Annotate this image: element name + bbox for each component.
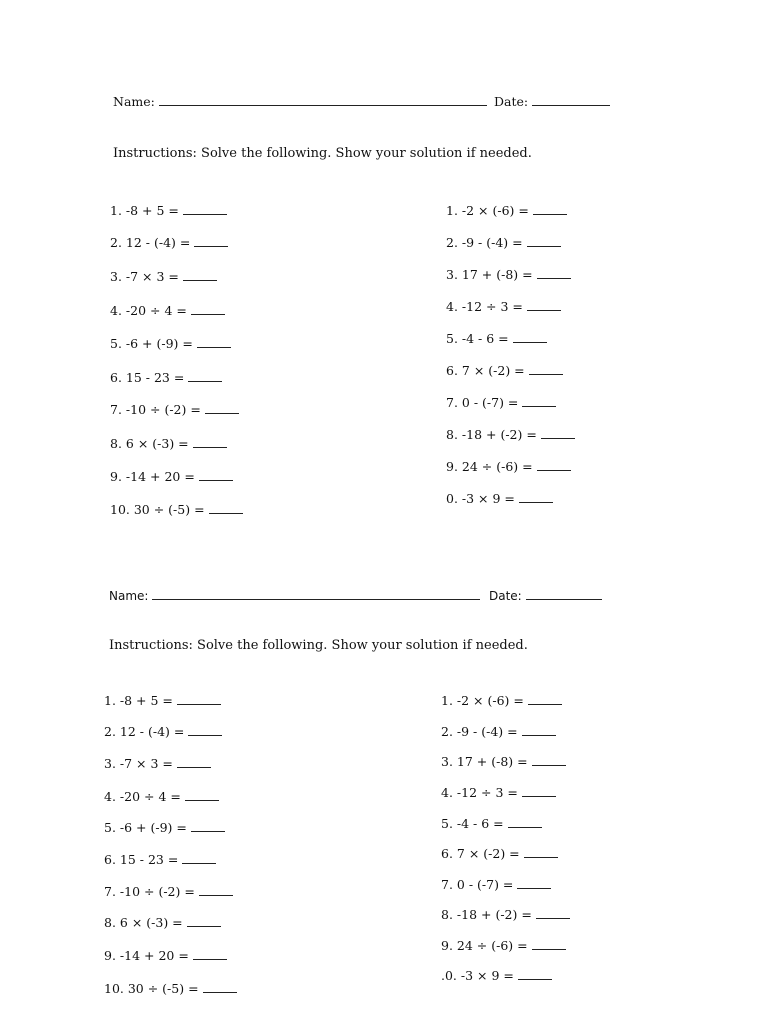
problem-item: 6. 15 - 23 = xyxy=(104,854,216,867)
problem-item: 8. 6 × (-3) = xyxy=(104,917,221,930)
problem-item: 6. 15 - 23 = xyxy=(110,372,222,385)
problem-item: 7. -10 ÷ (-2) = xyxy=(104,886,233,899)
problem-item: 8. 6 × (-3) = xyxy=(110,438,227,451)
problem-item: 1. -2 × (-6) = xyxy=(441,695,562,708)
answer-blank[interactable] xyxy=(199,479,233,481)
answer-blank[interactable] xyxy=(532,764,566,766)
answer-blank[interactable] xyxy=(191,313,225,315)
problem-item: 6. 7 × (-2) = xyxy=(446,365,563,378)
answer-blank[interactable] xyxy=(524,856,558,858)
answer-blank[interactable] xyxy=(183,213,227,215)
problem-item: 3. -7 × 3 = xyxy=(104,758,211,771)
problem-item: 5. -6 + (-9) = xyxy=(104,822,225,835)
answer-blank[interactable] xyxy=(522,795,556,797)
answer-blank[interactable] xyxy=(537,277,571,279)
problem-item: 7. 0 - (-7) = xyxy=(446,397,556,410)
date-label: Date: xyxy=(494,94,529,109)
problem-item: 5. -4 - 6 = xyxy=(446,333,547,346)
problem-item: 10. 30 ÷ (-5) = xyxy=(110,504,243,517)
name-field[interactable] xyxy=(109,590,480,602)
name-blank[interactable] xyxy=(152,598,480,600)
answer-blank[interactable] xyxy=(518,978,552,980)
problem-item: 2. 12 - (-4) = xyxy=(110,237,228,250)
problem-item: 5. -6 + (-9) = xyxy=(110,338,231,351)
problem-item: 4. -12 ÷ 3 = xyxy=(441,787,556,800)
answer-blank[interactable] xyxy=(183,279,217,281)
instructions: Instructions: Solve the following. Show your solution if needed. xyxy=(113,146,532,161)
date-field[interactable] xyxy=(489,590,602,602)
problem-item: 4. -20 ÷ 4 = xyxy=(110,305,225,318)
answer-blank[interactable] xyxy=(205,412,239,414)
problem-item: 4. -20 ÷ 4 = xyxy=(104,791,219,804)
answer-blank[interactable] xyxy=(522,405,556,407)
problem-item: 8. -18 + (-2) = xyxy=(446,429,575,442)
problem-item: .0. -3 × 9 = xyxy=(441,970,552,983)
answer-blank[interactable] xyxy=(528,703,562,705)
problem-item: 5. -4 - 6 = xyxy=(441,818,542,831)
answer-blank[interactable] xyxy=(541,437,575,439)
date-blank[interactable] xyxy=(526,598,602,600)
answer-blank[interactable] xyxy=(188,380,222,382)
problem-item: 0. -3 × 9 = xyxy=(446,493,553,506)
problem-item: 1. -2 × (-6) = xyxy=(446,205,567,218)
problem-item: 3. 17 + (-8) = xyxy=(446,269,571,282)
answer-blank[interactable] xyxy=(529,373,563,375)
name-label: Name: xyxy=(109,589,149,603)
answer-blank[interactable] xyxy=(199,894,233,896)
name-label: Name: xyxy=(113,94,155,109)
problem-item: 3. 17 + (-8) = xyxy=(441,756,566,769)
answer-blank[interactable] xyxy=(182,862,216,864)
name-blank[interactable] xyxy=(159,104,487,106)
answer-blank[interactable] xyxy=(532,948,566,950)
answer-blank[interactable] xyxy=(187,925,221,927)
problem-item: 1. -8 + 5 = xyxy=(104,695,221,708)
problem-item: 6. 7 × (-2) = xyxy=(441,848,558,861)
problem-item: 9. -14 + 20 = xyxy=(110,471,233,484)
name-field[interactable] xyxy=(113,96,487,109)
problem-item: 7. -10 ÷ (-2) = xyxy=(110,404,239,417)
answer-blank[interactable] xyxy=(536,917,570,919)
answer-blank[interactable] xyxy=(519,501,553,503)
problem-item: 8. -18 + (-2) = xyxy=(441,909,570,922)
answer-blank[interactable] xyxy=(177,703,221,705)
date-label: Date: xyxy=(489,589,522,603)
answer-blank[interactable] xyxy=(177,766,211,768)
answer-blank[interactable] xyxy=(537,469,571,471)
answer-blank[interactable] xyxy=(527,309,561,311)
answer-blank[interactable] xyxy=(533,213,567,215)
date-blank[interactable] xyxy=(532,104,610,106)
answer-blank[interactable] xyxy=(191,830,225,832)
answer-blank[interactable] xyxy=(209,512,243,514)
problem-item: 4. -12 ÷ 3 = xyxy=(446,301,561,314)
answer-blank[interactable] xyxy=(193,958,227,960)
problem-item: 10. 30 ÷ (-5) = xyxy=(104,983,237,996)
problem-item: 1. -8 + 5 = xyxy=(110,205,227,218)
answer-blank[interactable] xyxy=(517,887,551,889)
answer-blank[interactable] xyxy=(513,341,547,343)
problem-item: 2. -9 - (-4) = xyxy=(446,237,561,250)
answer-blank[interactable] xyxy=(197,346,231,348)
answer-blank[interactable] xyxy=(522,734,556,736)
instructions: Instructions: Solve the following. Show your solution if needed. xyxy=(109,638,528,653)
problem-item: 9. 24 ÷ (-6) = xyxy=(446,461,571,474)
answer-blank[interactable] xyxy=(194,245,228,247)
answer-blank[interactable] xyxy=(527,245,561,247)
answer-blank[interactable] xyxy=(185,799,219,801)
problem-item: 2. 12 - (-4) = xyxy=(104,726,222,739)
date-field[interactable] xyxy=(494,96,610,109)
answer-blank[interactable] xyxy=(508,826,542,828)
answer-blank[interactable] xyxy=(188,734,222,736)
problem-item: 9. -14 + 20 = xyxy=(104,950,227,963)
problem-item: 9. 24 ÷ (-6) = xyxy=(441,940,566,953)
problem-item: 2. -9 - (-4) = xyxy=(441,726,556,739)
problem-item: 7. 0 - (-7) = xyxy=(441,879,551,892)
answer-blank[interactable] xyxy=(203,991,237,993)
problem-item: 3. -7 × 3 = xyxy=(110,271,217,284)
answer-blank[interactable] xyxy=(193,446,227,448)
